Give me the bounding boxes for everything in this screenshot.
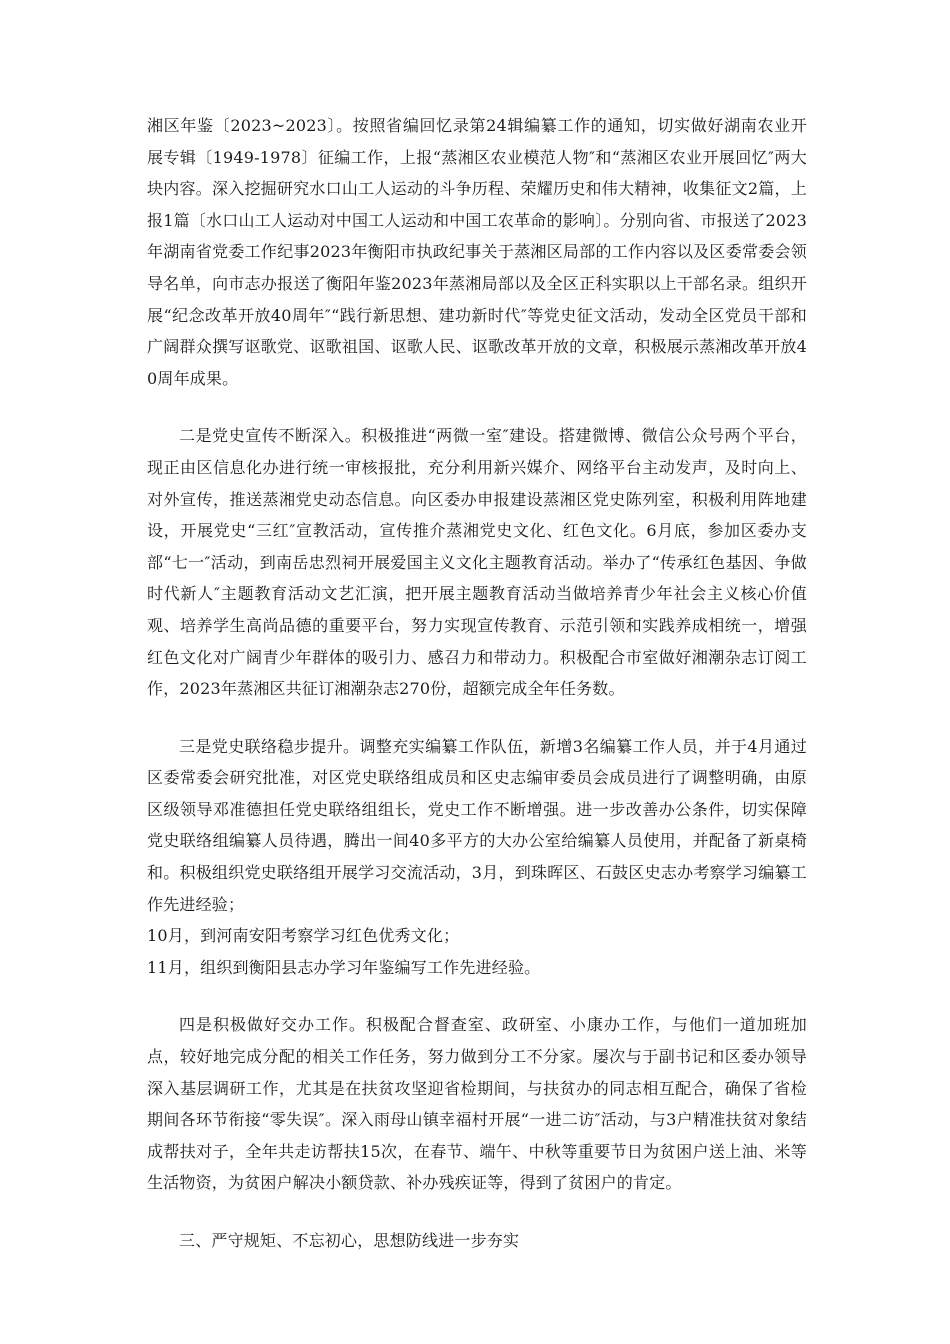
paragraph-party-history-liaison: 三是党史联络稳步提升。调整充实编纂工作队伍，新增3名编纂工作人员，并于4月通过区委常委会研究批准，对区党史联络组成员和区史志编审委员会成员进行了调整明确，由原区级领导邓准德担任党史联络组组长，党史工作不断增强。进一步改善办公条件，切实保障党史联络组编纂人员待遇，腾出一间40多平方的大办公室给编纂人员使用，并配备了新桌椅和。积极组织党史联络组开展学习交流活动，3月，到珠晖区、石鼓区史志办考察学习编纂工作先进经验；	[147, 736, 807, 914]
section-heading: 三、严守规矩、不忘初心，思想防线进一步夯实	[179, 1231, 520, 1250]
line-october-visit: 10月，到河南安阳考察学习红色优秀文化；	[147, 926, 460, 946]
line-november-visit: 11月，组织到衡阳县志办学习年鉴编写工作先进经验。	[147, 957, 541, 977]
paragraph-yearbook-compilation: 湘区年鉴〔2023~2023〕。按照省编回忆录第24辑编纂工作的通知，切实做好湖南农业开展专辑〔1949-1978〕征编工作，上报“蒸湘区农业模范人物″和“蒸湘区农业开展回忆″两大块内容。深入挖掘研究水口山工人运动的斗争历程、荣耀历史和伟大精神，收集征文2篇，上报1篇〔水口山工人运动对中国工人运动和中国工农革命的影响〕。分别向省、市报送了2023年湖南省党委工作纪事2023年衡阳市执政纪事关于蒸湘区局部的工作内容以及区委常委会领导名单，向市志办报送了衡阳年鉴2023年蒸湘局部以及全区正科实职以上干部名录。组织开展“纪念改革开放40周年″“践行新思想、建功新时代″等党史征文活动，发动全区党员干部和广阔群众撰写讴歌党、讴歌祖国、讴歌人民、讴歌改革开放的文章，积极展示蒸湘改革开放40周年成果。	[147, 116, 807, 388]
document-body	[147, 110, 807, 1257]
paragraph-party-history-publicity: 二是党史宣传不断深入。积极推进“两微一室″建设。搭建微博、微信公众号两个平台，现正由区信息化办进行统一审核报批，充分利用新兴媒介、网络平台主动发声，及时向上、对外宣传，推送蒸湘党史动态信息。向区委办申报建设蒸湘区党史陈列室，积极利用阵地建设，开展党史“三红″宣教活动，宣传推介蒸湘党史文化、红色文化。6月底，参加区委办支部“七一″活动，到南岳忠烈祠开展爱国主义文化主题教育活动。举办了“传承红色基因、争做时代新人″主题教育活动文艺汇演，把开展主题教育活动当做培养青少年社会主义核心价值观、培养学生高尚品德的重要平台，努力实现宣传教育、示范引领和实践养成相统一，增强红色文化对广阔青少年群体的吸引力、感召力和带动力。积极配合市室做好湘潮杂志订阅工作，2023年蒸湘区共征订湘潮杂志270份，超额完成全年任务数。	[147, 426, 807, 699]
paragraph-assigned-work: 四是积极做好交办工作。积极配合督查室、政研室、小康办工作，与他们一道加班加点，较好地完成分配的相关工作任务，努力做到分工不分家。屡次与于副书记和区委办领导深入基层调研工作，尤其是在扶贫攻坚迎省检期间，与扶贫办的同志相互配合，确保了省检期间各环节衔接“零失误″。深入雨母山镇幸福村开展“一进二访″活动，与3户精准扶贫对象结成帮扶对子，全年共走访帮扶15次，在春节、端午、中秋等重要节日为贫困户送上油、米等生活物资，为贫困户解决小额贷款、补办残疾证等，得到了贫困户的肯定。	[147, 1015, 807, 1193]
